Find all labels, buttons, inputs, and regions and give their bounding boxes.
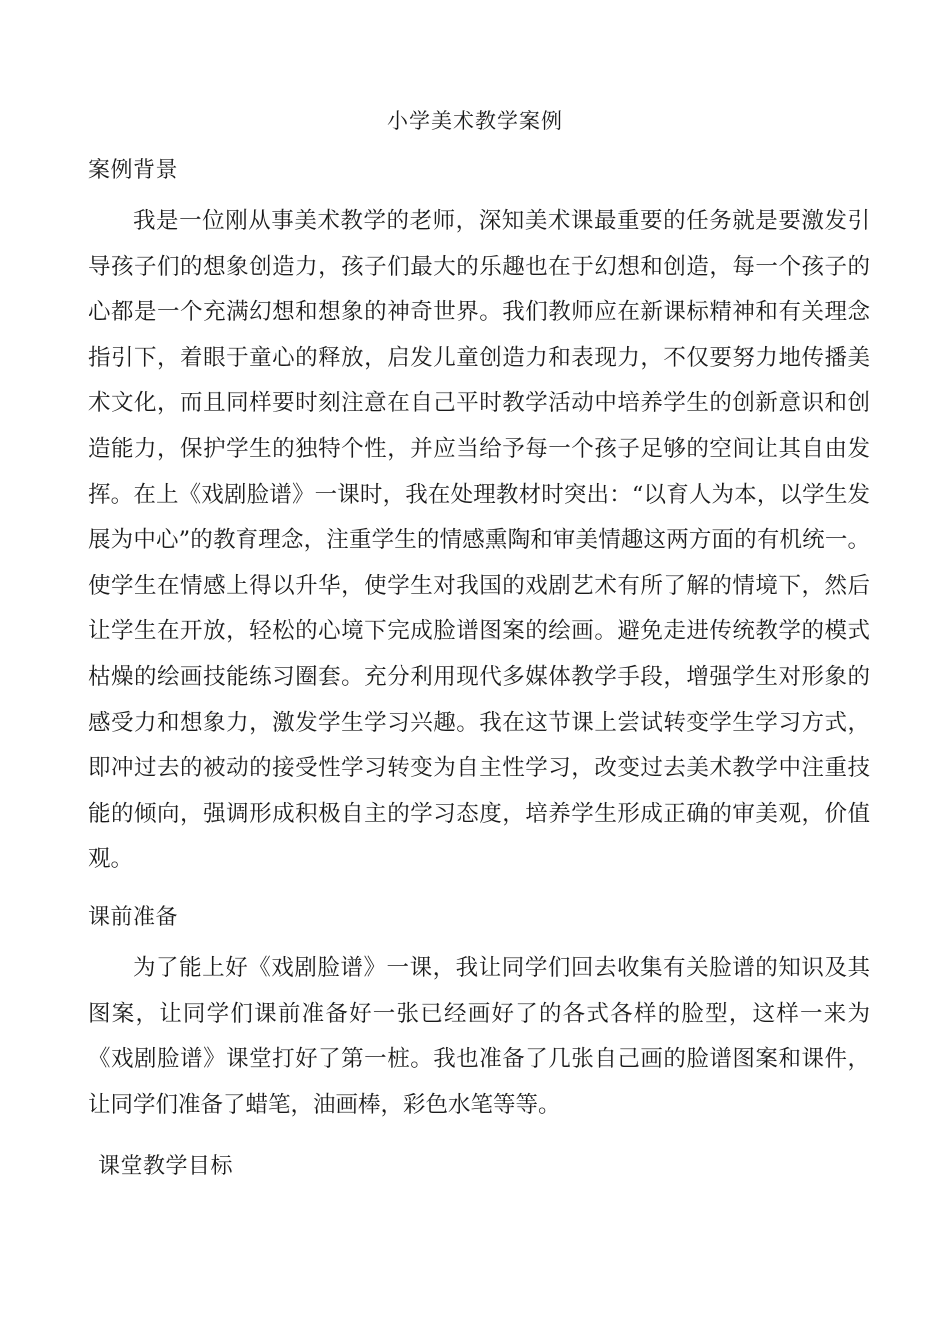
document-title: 小学美术教学案例 bbox=[387, 109, 563, 133]
section-heading-preparation: 课前准备 bbox=[88, 905, 179, 930]
section-paragraph-preparation: 为了能上好《戏剧脸谱》一课，我让同学们回去收集有关脸谱的知识及其图案，让同学们课前准备好一张已经画好了的各式各样的脸型，这样一来为《戏剧脸谱》课堂打好了第一桩。我也准备了几张自己画的脸谱图案和课件，让同学们准备了蜡笔，油画棒，彩色水笔等等。 bbox=[88, 955, 870, 1118]
section-heading-background: 案例背景 bbox=[88, 158, 179, 183]
section-paragraph-background: 我是一位刚从事美术教学的老师，深知美术课最重要的任务就是要激发引导孩子们的想象创造力，孩子们最大的乐趣也在于幻想和创造，每一个孩子的心都是一个充满幻想和想象的神奇世界。我们教师应在新课标精神和有关理念指引下，着眼于童心的释放，启发儿童创造力和表现力，不仅要努力地传播美术文化，而且同样要时刻注意在自己平时教学活动中培养学生的创新意识和创造能力，保护学生的独特个性，并应当给予每一个孩子足够的空间让其自由发挥。在上《戏剧脸谱》一课时，我在处理教材时突出：“以育人为本，以学生发展为中心”的教育理念，注重学生的情感熏陶和审美情趣这两方面的有机统一。使学生在情感上得以升华，使学生对我国的戏剧艺术有所了解的情境下，然后让学生在开放，轻松的心境下完成脸谱图案的绘画。避免走进传统教学的模式枯燥的绘画技能练习圈套。充分利用现代多媒体教学手段，增强学生对形象的感受力和想象力，激发学生学习兴趣。我在这节课上尝试转变学生学习方式，即冲过去的被动的接受性学习转变为自主性学习，改变过去美术教学中注重技能的倾向，强调形成积极自主的学习态度，培养学生形成正确的审美观，价值观。 bbox=[88, 208, 870, 873]
section-heading-objectives: 课堂教学目标 bbox=[98, 1154, 234, 1179]
